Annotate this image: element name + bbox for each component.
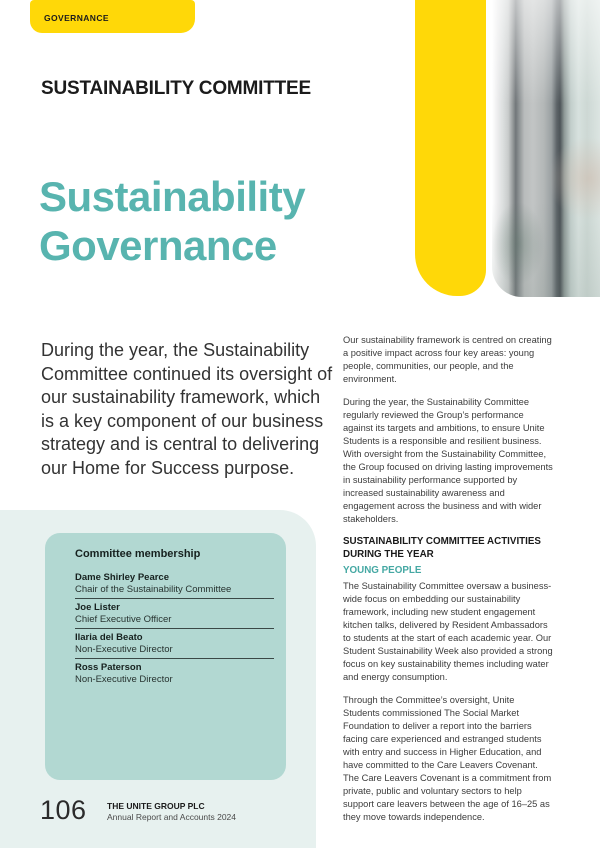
- subsection-heading-young-people: YOUNG PEOPLE: [343, 565, 422, 576]
- member-role: Non-Executive Director: [75, 643, 173, 655]
- hero-yellow-bar: [415, 0, 486, 296]
- member-name: Joe Lister: [75, 602, 120, 613]
- committee-membership-box: [45, 533, 286, 780]
- member-row: [75, 569, 274, 599]
- member-name: Ross Paterson: [75, 662, 142, 673]
- footer-company-name: THE UNITE GROUP PLC: [107, 801, 205, 811]
- page-title: [39, 172, 305, 270]
- body-paragraph-3: The Sustainability Committee oversaw a business-wide focus on embedding our sustainability framework, including new student engagement kitchen talks, delivered by Resident Ambassadors to students at the start of each academic year. Our Student Sustainability Week also provided a strong focus on key sustainability themes including water and energy consumption.: [343, 581, 553, 682]
- committee-box-title: Committee membership: [75, 548, 201, 560]
- body-paragraph-4: Through the Committee’s oversight, Unite Students commissioned The Social Market Foundation to deliver a report into the barriers facing care experienced and estranged students with entry and success in Higher Education, and have committed to the Care Leavers Covenant. The Care Leavers Covenant is a commitment from private, public and voluntary sectors to help support care leavers between the age of 16–25 as they move towards independence.: [343, 695, 552, 822]
- member-name: Dame Shirley Pearce: [75, 572, 170, 583]
- page-title-line1: Sustainability: [39, 173, 306, 220]
- kicker-heading: SUSTAINABILITY COMMITTEE: [41, 78, 311, 99]
- page-number: 106: [40, 795, 87, 825]
- section-tag-label: GOVERNANCE: [44, 13, 109, 23]
- member-role: Non-Executive Director: [75, 673, 173, 685]
- hero-window-photo: [492, 0, 600, 297]
- member-row: [75, 629, 274, 659]
- member-row: [75, 659, 274, 688]
- photo-buildings-blur: [548, 137, 600, 220]
- section-tag: [30, 0, 195, 33]
- section-heading: SUSTAINABILITY COMMITTEE ACTIVITIES DURING THE YEAR: [343, 536, 541, 560]
- member-role: Chief Executive Officer: [75, 613, 172, 625]
- body-column: [343, 334, 553, 834]
- body-paragraph-1: Our sustainability framework is centred on creating a positive impact across four key areas: young people, communities, our people, and the environment.: [343, 335, 552, 384]
- footer-report-title: Annual Report and Accounts 2024: [107, 812, 237, 822]
- page-title-line2: Governance: [39, 222, 277, 269]
- member-role: Chair of the Sustainability Committee: [75, 583, 232, 595]
- intro-statement: During the year, the Sustainability Committee continued its oversight of our sustainability framework, which is a key component of our business strategy and is central to delivering our Home for Success purpose.: [41, 340, 333, 478]
- footer-publisher-block: [107, 801, 236, 822]
- member-row: [75, 599, 274, 629]
- photo-greenery-blur: [492, 202, 544, 285]
- member-name: Ilaria del Beato: [75, 632, 143, 643]
- body-paragraph-2: During the year, the Sustainability Committee regularly reviewed the Group’s performance against its targets and ambitions, to ensure Unite Students is a responsible and resilient business. With oversight from the Sustainability Committee, the Group focused on driving lasting improvements in sustainability performance supported by increased sustainability awareness and engagement across the business and with wider stakeholders.: [343, 397, 553, 524]
